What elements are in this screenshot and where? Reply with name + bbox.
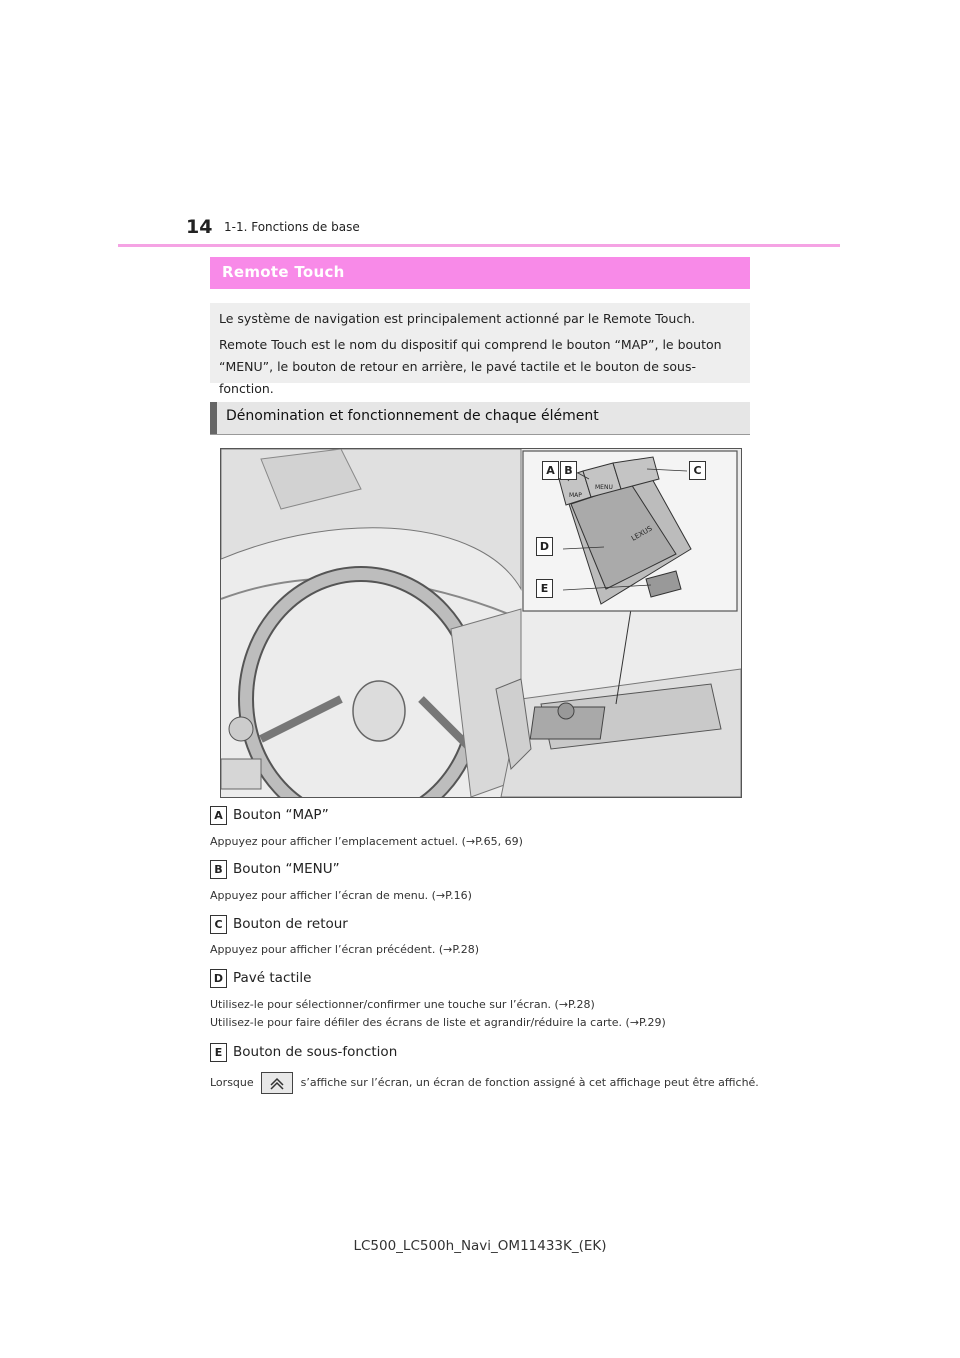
- item-e-label: E: [210, 1043, 227, 1062]
- item-b-title: Bouton “MENU”: [233, 861, 340, 877]
- callout-e: E: [536, 579, 553, 598]
- item-a-title: Bouton “MAP”: [233, 807, 329, 823]
- item-a-desc: Appuyez pour afficher l’emplacement actuel. (→P.65, 69): [210, 835, 523, 848]
- item-b-desc: Appuyez pour afficher l’écran de menu. (→P.16): [210, 889, 472, 902]
- item-e-desc-after: s’affiche sur l’écran, un écran de fonction assigné à cet affichage peut être affiché.: [300, 1076, 759, 1089]
- document-footer: LC500_LC500h_Navi_OM11433K_(EK): [353, 1238, 607, 1254]
- subheading-bar: [210, 402, 217, 434]
- section-header: [210, 257, 750, 289]
- item-e-title: Bouton de sous-fonction: [233, 1044, 398, 1060]
- subheading: [210, 402, 750, 435]
- item-c-title: Bouton de retour: [233, 916, 348, 932]
- item-b-label: B: [210, 860, 227, 879]
- item-d-title: Pavé tactile: [233, 970, 312, 986]
- subheading-text: Dénomination et fonctionnement de chaque élément: [226, 408, 599, 424]
- page-number: 14: [186, 216, 213, 238]
- intro-line-3: “MENU”, le bouton de retour en arrière, le pavé tactile et le bouton de sous-fonction.: [219, 359, 696, 396]
- callout-b: B: [560, 461, 577, 480]
- item-d-desc-2: Utilisez-le pour faire défiler des écrans de liste et agrandir/réduire la carte. (→P.29): [210, 1016, 666, 1029]
- inset-map-button-label: MAP: [569, 492, 582, 499]
- item-d-desc-1: Utilisez-le pour sélectionner/confirmer une touche sur l’écran. (→P.28): [210, 998, 595, 1011]
- item-e-desc-before: Lorsque: [210, 1076, 254, 1089]
- inset-menu-button-label: MENU: [595, 484, 613, 491]
- section-title: Remote Touch: [222, 263, 345, 281]
- item-c-desc: Appuyez pour afficher l’écran précédent. (→P.28): [210, 943, 480, 956]
- dashboard-drawing: [221, 449, 741, 797]
- dashboard-illustration: [220, 448, 742, 798]
- item-c-label: C: [210, 915, 227, 934]
- inset-lexus-logo: LEXUS: [630, 524, 654, 543]
- item-a-label: A: [210, 806, 227, 825]
- item-e-desc: [210, 1072, 759, 1094]
- section-breadcrumb: 1-1. Fonctions de base: [224, 220, 360, 234]
- callout-d: D: [536, 537, 553, 556]
- item-d-label: D: [210, 969, 227, 988]
- header-divider: [118, 244, 840, 247]
- callout-c: C: [689, 461, 706, 480]
- intro-line-2: Remote Touch est le nom du dispositif qui comprend le bouton “MAP”, le bouton: [219, 337, 722, 352]
- intro-line-1: Le système de navigation est principalement actionné par le Remote Touch.: [219, 311, 696, 326]
- subfunction-chevron-icon: [261, 1072, 293, 1094]
- callout-a: A: [542, 461, 559, 480]
- intro-box: [210, 303, 750, 396]
